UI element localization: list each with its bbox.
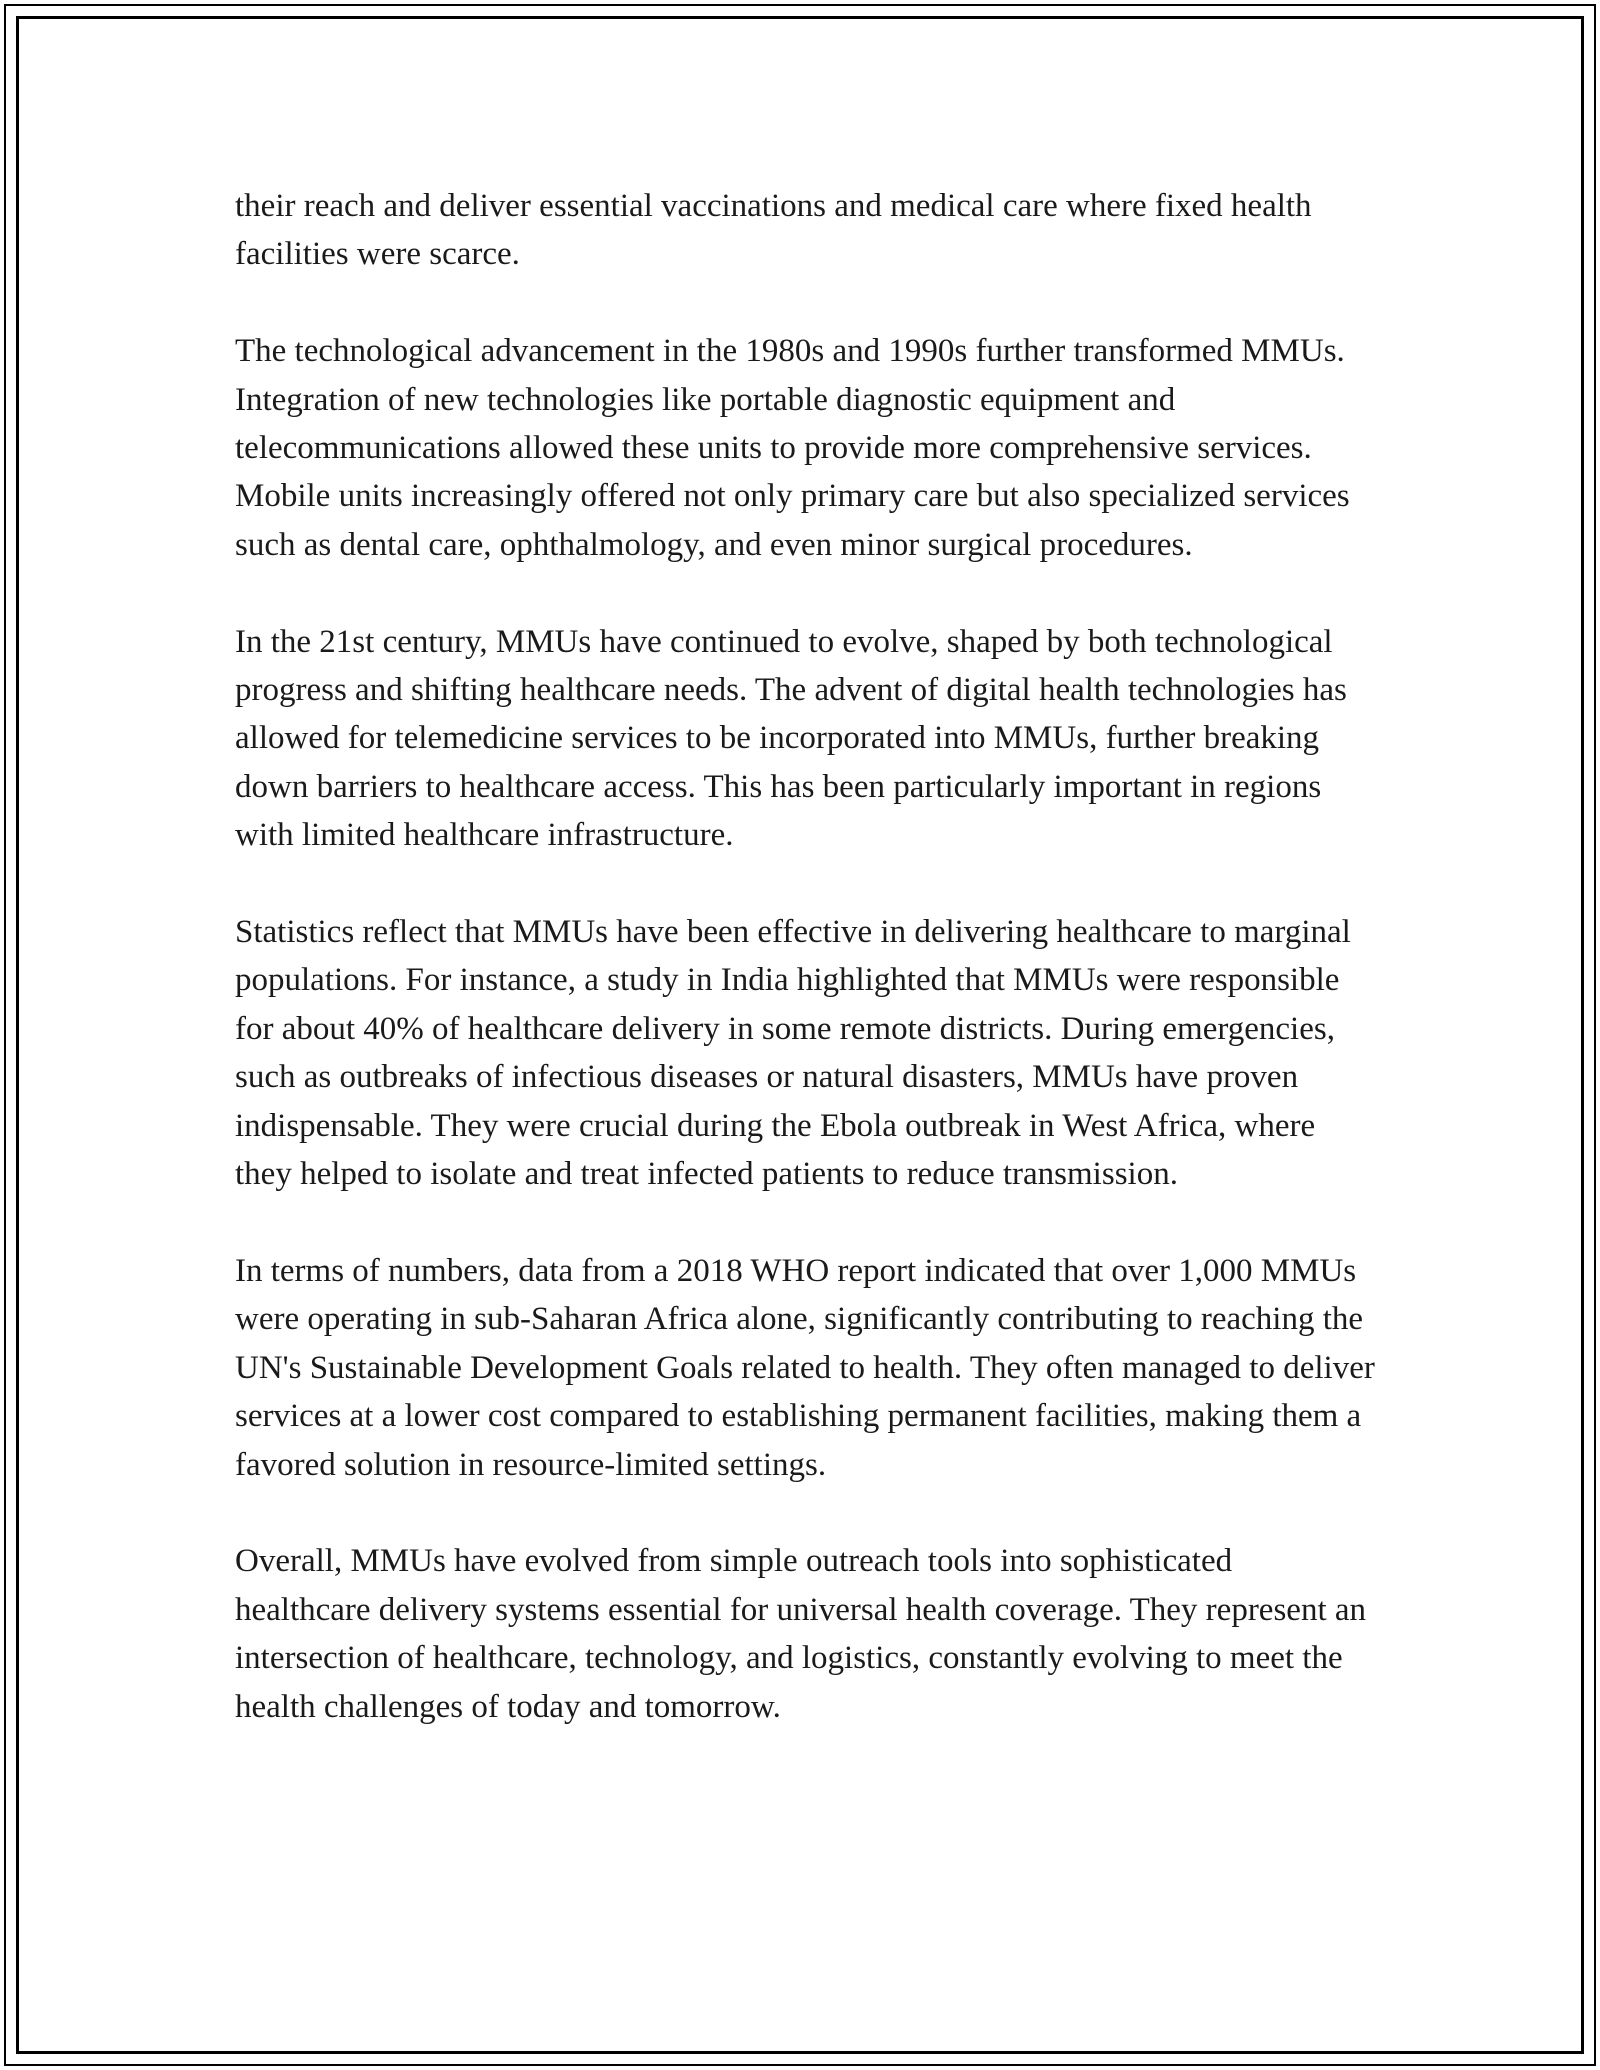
paragraph-numbers: In terms of numbers, data from a 2018 WHO report indicated that over 1,000 MMUs were operating in sub-Saharan Africa alone, significantly contributing to reaching the UN's Sustainable Development Goals related to health. They often managed to deliver services at a lower cost compared to establishing permanent facilities, making them a favored solution in resource-limited settings. (235, 1252, 1375, 1483)
document-body (235, 182, 1375, 1779)
paragraph-technological-advancement: The technological advancement in the 1980s and 1990s further transformed MMUs. Integration of new technologies like portable diagnostic equipment and telecommunications allowed these units to provide more comprehensive services. Mobile units increasingly offered not only primary care but also specialized services such as dental care, ophthalmology, and even minor surgical procedures. (235, 333, 1350, 563)
paragraph-statistics: Statistics reflect that MMUs have been effective in delivering healthcare to marginal populations. For instance, a study in India highlighted that MMUs were responsible for about 40% of healthcare delivery in some remote districts. During emergencies, such as outbreaks of infectious diseases or natural disasters, MMUs have proven indispensable. They were crucial during the Ebola outbreak in West Africa, where they helped to isolate and treat infected patients to reduce transmission. (235, 914, 1351, 1193)
paragraph-overall: Overall, MMUs have evolved from simple outreach tools into sophisticated healthcare delivery systems essential for universal health coverage. They represent an intersection of healthcare, technology, and logistics, constantly evolving to meet the health challenges of today and tomorrow. (235, 1543, 1367, 1725)
paragraph-21st-century: In the 21st century, MMUs have continued to evolve, shaped by both technological progress and shifting healthcare needs. The advent of digital health technologies has allowed for telemedicine services to be incorporated into MMUs, further breaking down barriers to healthcare access. This has been particularly important in regions with limited healthcare infrastructure. (235, 623, 1347, 854)
paragraph-continuation: their reach and deliver essential vaccinations and medical care where fixed health facilities were scarce. (235, 188, 1312, 273)
